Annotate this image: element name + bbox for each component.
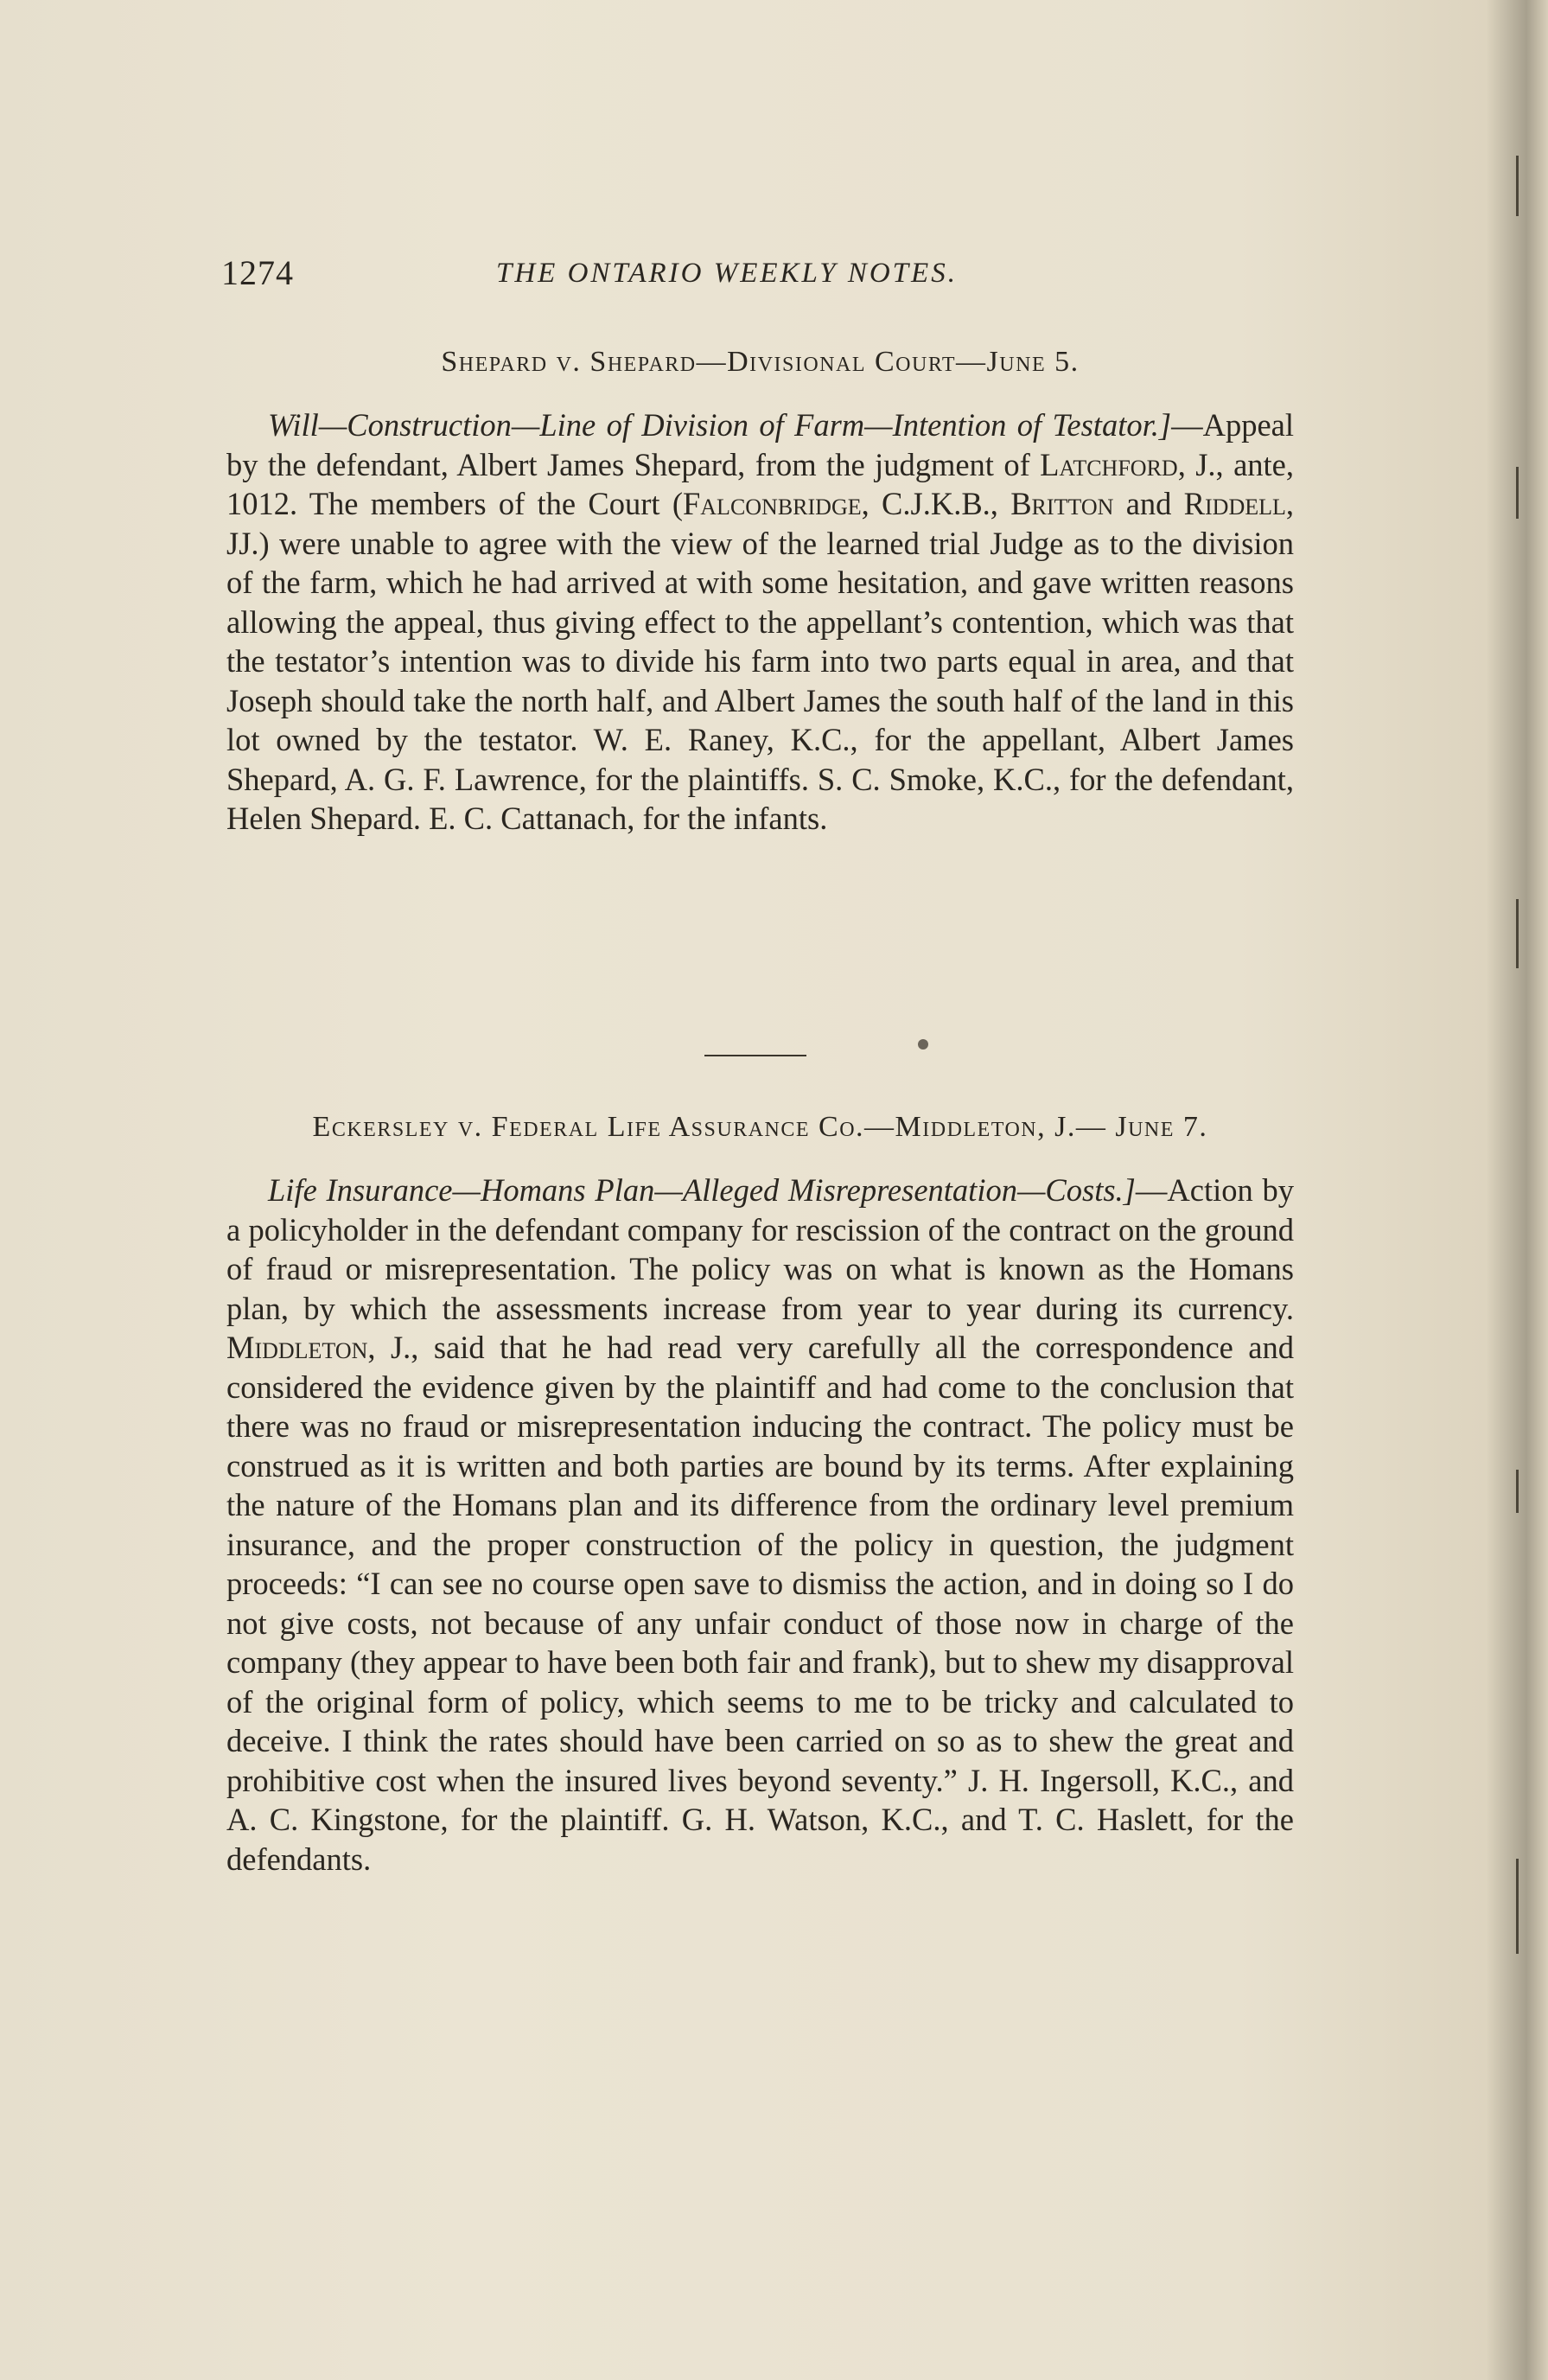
case-body	[226, 1171, 1294, 1879]
page-edge-shadow	[1516, 899, 1519, 968]
judge-name: Britton	[1010, 486, 1114, 521]
body-text: —Action by a policyholder in the defendant company for rescission of the contract on the ground of fraud or misrepresentation. The policy was on what is known as the Homans plan, by which the assessments increase from year to year during its currency.	[226, 1172, 1294, 1326]
page-number: 1274	[221, 253, 294, 292]
case-title: Shepard v. Shepard—Divisional Court—June 5.	[441, 346, 1080, 378]
running-head: THE ONTARIO WEEKLY NOTES.	[496, 258, 958, 289]
ink-spot	[918, 1039, 928, 1050]
page-edge-shadow	[1516, 156, 1519, 216]
case-report	[226, 341, 1294, 839]
body-text: and	[1113, 486, 1184, 521]
body-text: , J., said that he had read very carefully all the correspondence and considered the evidence given by the plaintiff and had come to the conclusion that there was no fraud or misrepresentation inducing the contract. The policy must be construed as it is written and both parties are bound by its terms. After explaining the nature of the Homans plan and its difference from the ordinary level premium insurance, and the proper construction of the policy in question, the judgment proceeds: “I can see no course open save to dismiss the action, and in doing so I do not give costs, not because of any unfair conduct of those now in charge of the company (they appear to have been both fair and frank), but to shew my disapproval of the original form of policy, which seems to me to be tricky and calculated to deceive. I think the rates should have been carried on so as to shew the great and prohibitive cost when the insured lives beyond seventy.” J. H. Ingersoll, K.C., and A. C. Kingstone, for the plaintiff. G. H. Watson, K.C., and T. C. Haslett, for the defendants.	[226, 1330, 1294, 1877]
case-report	[226, 1107, 1294, 1879]
body-text: , C.J.K.B.,	[861, 486, 1011, 521]
judge-name: Latchford	[1040, 446, 1178, 482]
judge-name: Middleton	[226, 1330, 368, 1365]
body-text: —Appeal by the defendant, Albert James Shepard, from the judgment of	[226, 407, 1294, 482]
page-edge-shadow	[1516, 467, 1519, 519]
judge-name: Riddell	[1183, 486, 1286, 521]
page-header	[221, 252, 1293, 304]
headnote: Life Insurance—Homans Plan—Alleged Misrepresentation—Costs.]	[268, 1172, 1136, 1208]
page-edge-shadow	[1516, 1859, 1519, 1954]
judge-name: Falconbridge	[682, 486, 862, 521]
headnote: Will—Construction—Line of Division of Farm—Intention of Testator.]	[268, 407, 1172, 443]
body-text: , JJ.) were unable to agree with the view of the learned trial Judge as to the division of the farm, which he had arrived at with some hesitation, and gave written reasons allowing the appeal, thus giving effect to the appellant’s contention, which was that the testator’s intention was to divide his farm into two parts equal in area, and that Joseph should take the north half, and Albert James the south half of the land in this lot owned by the testator. W. E. Raney, K.C., for the appellant, Albert James Shepard, A. G. F. Lawrence, for the plaintiffs. S. C. Smoke, K.C., for the defendant, Helen Shepard. E. C. Cattanach, for the infants.	[226, 486, 1294, 836]
case-body	[226, 405, 1294, 839]
body-text: , J., ante, 1012. The members of the Court (	[226, 446, 1294, 521]
case-title: Eckersley v. Federal Life Assurance Co.—Middleton, J.— June 7.	[312, 1111, 1208, 1143]
page-edge-shadow	[1516, 1470, 1519, 1513]
section-divider	[704, 1055, 806, 1056]
